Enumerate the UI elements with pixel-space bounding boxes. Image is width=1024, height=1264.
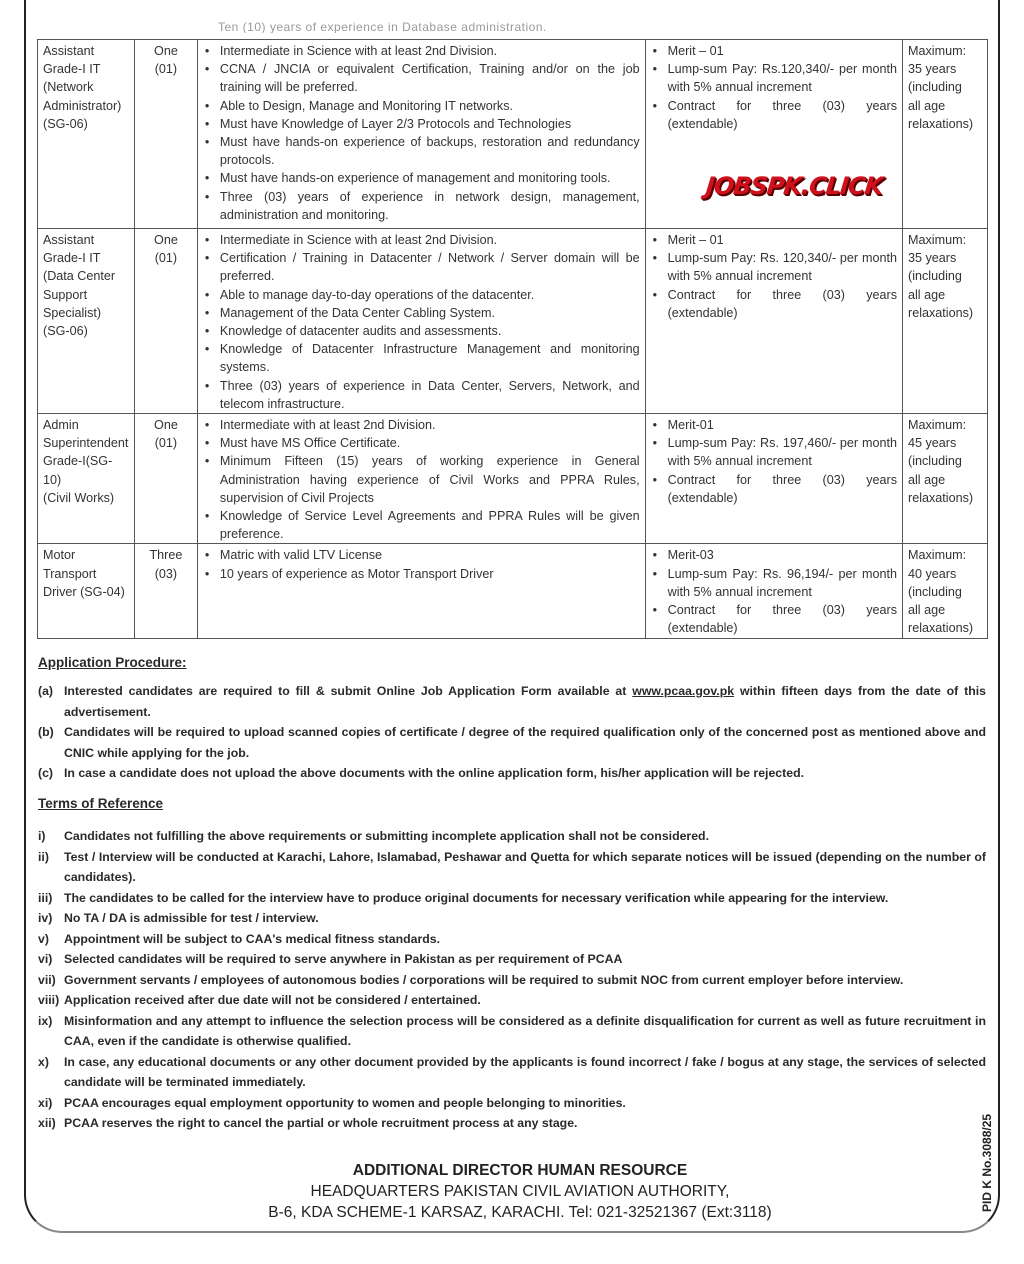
terms-item [38,908,986,929]
signature-block [240,1160,800,1223]
procedure-item-label: (b) [38,725,54,739]
signatory-title: ADDITIONAL DIRECTOR HUMAN RESOURCE [352,1162,688,1179]
terms-item-text: Candidates not fulfilling the above requirements or submitting incomplete application shall not be considered. [64,829,709,843]
bullet-item: • Contract for three (03) years (extendable) [651,601,897,637]
age-limit-cell-line: all age [908,287,946,302]
procedure-item-text: In case a candidate does not upload the above documents with the online application form, his/her application will be rejected. [64,766,804,780]
post-name-cell-line: Grade-I IT [43,251,101,266]
terms-item [38,970,986,991]
age-limit-cell [903,544,988,639]
post-name-cell-line: Administrator) [43,98,122,113]
bullet-item: • Lump-sum Pay: Rs. 96,194/- per month with 5% annual increment [651,565,897,601]
age-limit-cell-line: relaxations) [908,490,974,505]
bullet-item: • Merit – 01 [651,231,897,249]
bullet-item: • Able to Design, Manage and Monitoring IT networks. [203,97,640,115]
bullet-item: • Knowledge of Datacenter Infrastructure Management and monitoring systems. [203,340,640,376]
post-name-cell-line: Grade-I IT [43,62,101,77]
post-count-cell [134,229,197,414]
post-name-cell-line: Assistant [43,233,95,247]
bullet-item: • Knowledge of Service Level Agreements and PPRA Rules will be given preference. [203,507,640,543]
post-name-cell-line: Admin [43,418,79,433]
requirements-cell [197,544,645,639]
bullet-item: • Intermediate in Science with at least 2nd Division. [203,42,640,60]
bullet-item: • Must have hands-on experience of backups, restoration and redundancy protocols. [203,133,640,169]
age-limit-cell-line: relaxations) [908,621,974,636]
terms-item-text: PCAA reserves the right to cancel the partial or whole recruitment process at any stage. [64,1116,578,1130]
bullet-item: • Contract for three (03) years (extendable) [651,97,897,133]
job-row [38,229,988,414]
jobs-table [37,39,988,639]
application-procedure-title: Application Procedure: [38,655,187,670]
organization-name: HEADQUARTERS PAKISTAN CIVIL AVIATION AUTHORITY, [310,1183,730,1200]
age-limit-cell-line: Maximum: [908,548,967,563]
terms-item [38,888,986,909]
bullet-item: • Minimum Fifteen (15) years of working experience in General Administration having experience of Civil Works and PPRA Rules, supervision of Civil Projects [203,452,640,507]
terms-item-label: iii) [38,890,53,905]
requirements-cell [197,414,645,544]
terms-item-text: Appointment will be subject to CAA's medical fitness standards. [64,931,440,946]
age-limit-cell-line: relaxations) [908,116,974,131]
bullet-item: • Knowledge of datacenter audits and assessments. [203,322,640,340]
bullet-item: • Must have Knowledge of Layer 2/3 Protocols and Technologies [203,115,640,133]
requirements-cell [197,40,645,229]
bullet-item: • CCNA / JNCIA or equivalent Certification, Training and/or on the job training will be preferred. [203,60,640,96]
post-count-cell-line: (01) [154,62,178,77]
post-name-cell-line: Grade-I(SG-10) [43,454,113,487]
post-count-cell-line: (01) [154,251,178,266]
bullet-item: • Management of the Data Center Cabling System. [203,304,640,322]
post-name-cell-line: Superintendent [43,436,129,451]
post-name-cell-line: Transport [43,566,97,581]
post-name-cell-line: (Network [43,80,94,95]
post-name-cell-line: Driver (SG-04) [43,584,125,599]
post-name-cell [38,414,135,544]
age-limit-cell-line: all age [908,472,946,487]
age-limit-cell-line: (including [908,454,962,469]
terms-item-text: In case, any educational documents or any other document provided by the applicants is found incorrect / fake / bogus at any stage, the services of selected candidate will be terminated immediately. [64,1054,986,1089]
terms-item [38,1052,986,1093]
post-name-cell-line: Assistant [43,44,95,58]
age-limit-cell [903,229,988,414]
terms-item-label: ix) [38,1013,53,1028]
terms-item-label: v) [38,931,49,946]
requirements-cell [197,229,645,414]
age-limit-cell [903,40,988,229]
procedure-item-text [64,681,986,722]
job-row [38,40,988,229]
age-limit-cell-line: Maximum: [908,44,967,58]
terms-item [38,929,986,950]
terms-of-reference-list [38,826,986,1134]
post-count-cell-line: One [154,418,178,433]
terms-item-label: i) [38,829,46,843]
terms-item [38,1093,986,1114]
procedure-item [38,722,986,763]
bullet-item: • Merit-03 [651,546,897,564]
job-row [38,544,988,639]
procedure-item-label: (a) [38,684,54,698]
procedure-item [38,681,986,722]
age-limit-cell-line: 35 years [908,62,957,77]
terms-item [38,826,986,847]
terms-item-text: The candidates to be called for the interview have to produce original documents for necessary verification while appearing for the interview. [64,890,889,905]
bullet-item: • Must have hands-on experience of management and monitoring tools. [203,169,640,187]
terms-item-text: Application received after due date will not be considered / entertained. [64,993,481,1007]
age-limit-cell-line: Maximum: [908,418,967,433]
terms-item [38,1113,986,1134]
organization-address: B-6, KDA SCHEME-1 KARSAZ, KARACHI. Tel: 021-32521367 (Ext:3118) [268,1204,772,1221]
pcaa-website-link[interactable]: www.pcaa.gov.pk [632,684,735,698]
post-count-cell-line: (03) [154,566,178,581]
terms-item-text: Misinformation and any attempt to influence the selection process will be considered as a definite disqualification for current as well as future recruitment in CAA, even if the candidate is otherwise qualified. [64,1013,986,1048]
age-limit-cell-line: 35 years [908,251,957,266]
post-name-cell-line: (SG-06) [43,116,88,131]
bullet-item: • Contract for three (03) years (extendable) [651,471,897,507]
terms-item-label: viii) [38,993,60,1007]
terms-item-label: iv) [38,911,53,925]
terms-item-label: xii) [38,1116,56,1130]
age-limit-cell-line: relaxations) [908,305,974,320]
bullet-item: • Lump-sum Pay: Rs. 197,460/- per month with 5% annual increment [651,434,897,470]
post-name-cell-line: (Civil Works) [43,490,115,505]
terms-item-text: Test / Interview will be conducted at Karachi, Lahore, Islamabad, Peshawar and Quetta for which separate notices will be issued (depending on the number of candidates). [64,849,986,884]
bullet-item: • Matric with valid LTV License [203,546,640,564]
bullet-item: • Certification / Training in Datacenter / Network / Server domain will be preferred. [203,249,640,285]
post-count-cell-line: One [154,233,178,247]
bullet-item: • Must have MS Office Certificate. [203,434,640,452]
terms-item-text: PCAA encourages equal employment opportunity to women and people belonging to minorities. [64,1095,626,1110]
pay-cell [645,414,902,544]
post-count-cell [134,414,197,544]
post-name-cell-line: Support [43,287,88,302]
terms-item [38,990,986,1011]
terms-item-text: Selected candidates will be required to serve anywhere in Pakistan as per requirement of PCAA [64,952,623,966]
bullet-item: • Intermediate with at least 2nd Division. [203,416,640,434]
post-name-cell [38,40,135,229]
post-name-cell-line: Specialist) [43,305,102,320]
age-limit-cell-line: all age [908,98,946,113]
post-name-cell-line: (Data Center [43,269,116,284]
bullet-item: • Three (03) years of experience in Data Center, Servers, Network, and telecom infrastructure. [203,377,640,413]
terms-of-reference-title: Terms of Reference [38,796,164,811]
bullet-item: • Three (03) years of experience in network design, management, administration and monitoring. [203,188,640,224]
terms-item-label: ii) [38,849,49,864]
age-limit-cell-line: 40 years [908,566,957,581]
terms-item-label: vii) [38,972,56,987]
pay-cell [645,229,902,414]
procedure-text-after-link: within fifteen days from the date of this advertisement. [64,684,986,719]
bullet-item: • Contract for three (03) years (extendable) [651,286,897,322]
terms-item-label: vi) [38,952,53,966]
post-name-cell-line: (SG-06) [43,324,88,339]
post-count-cell [134,40,197,229]
procedure-item-text: Candidates will be required to upload scanned copies of certificate / degree of the required qualification only of the concerned post as mentioned above and CNIC while applying for the job. [64,725,986,760]
job-row [38,414,988,544]
terms-item [38,1011,986,1052]
application-procedure-list [38,681,986,784]
pay-cell [645,40,902,229]
terms-item-text: Government servants / employees of autonomous bodies / corporations will be required to submit NOC from current employer before interview. [64,972,904,987]
age-limit-cell-line: (including [908,584,962,599]
bullet-item: • Lump-sum Pay: Rs. 120,340/- per month with 5% annual increment [651,249,897,285]
terms-item [38,949,986,970]
post-count-cell-line: (01) [154,436,178,451]
post-count-cell [134,544,197,639]
post-name-cell-line: Motor [43,548,76,563]
post-name-cell [38,544,135,639]
pid-number: PID K No.3088/25 [980,1113,994,1212]
bullet-item: • 10 years of experience as Motor Transport Driver [203,565,640,583]
procedure-item [38,763,986,784]
bullet-item: • Intermediate in Science with at least 2nd Division. [203,231,640,249]
terms-item [38,847,986,888]
age-limit-cell-line: (including [908,80,962,95]
pay-cell [645,544,902,639]
watermark-logo: JOBSPK.CLICK [704,172,884,200]
bullet-item: • Lump-sum Pay: Rs.120,340/- per month with 5% annual increment [651,60,897,96]
terms-item-label: xi) [38,1095,53,1110]
post-name-cell [38,229,135,414]
bullet-item: • Merit – 01 [651,42,897,60]
cutoff-previous-row-text: Ten (10) years of experience in Database administration. [218,22,547,33]
bullet-item: • Able to manage day-to-day operations of the datacenter. [203,286,640,304]
procedure-text-before-link: Interested candidates are required to fill & submit Online Job Application Form available at [64,684,633,698]
terms-item-text: No TA / DA is admissible for test / interview. [64,911,319,925]
age-limit-cell-line: Maximum: [908,233,967,247]
age-limit-cell-line: 45 years [908,436,957,451]
procedure-item-label: (c) [38,766,54,780]
terms-item-label: x) [38,1054,49,1069]
age-limit-cell-line: all age [908,603,946,618]
post-count-cell-line: Three [149,548,183,563]
post-count-cell-line: One [154,44,178,58]
age-limit-cell [903,414,988,544]
age-limit-cell-line: (including [908,269,962,284]
bullet-item: • Merit-01 [651,416,897,434]
